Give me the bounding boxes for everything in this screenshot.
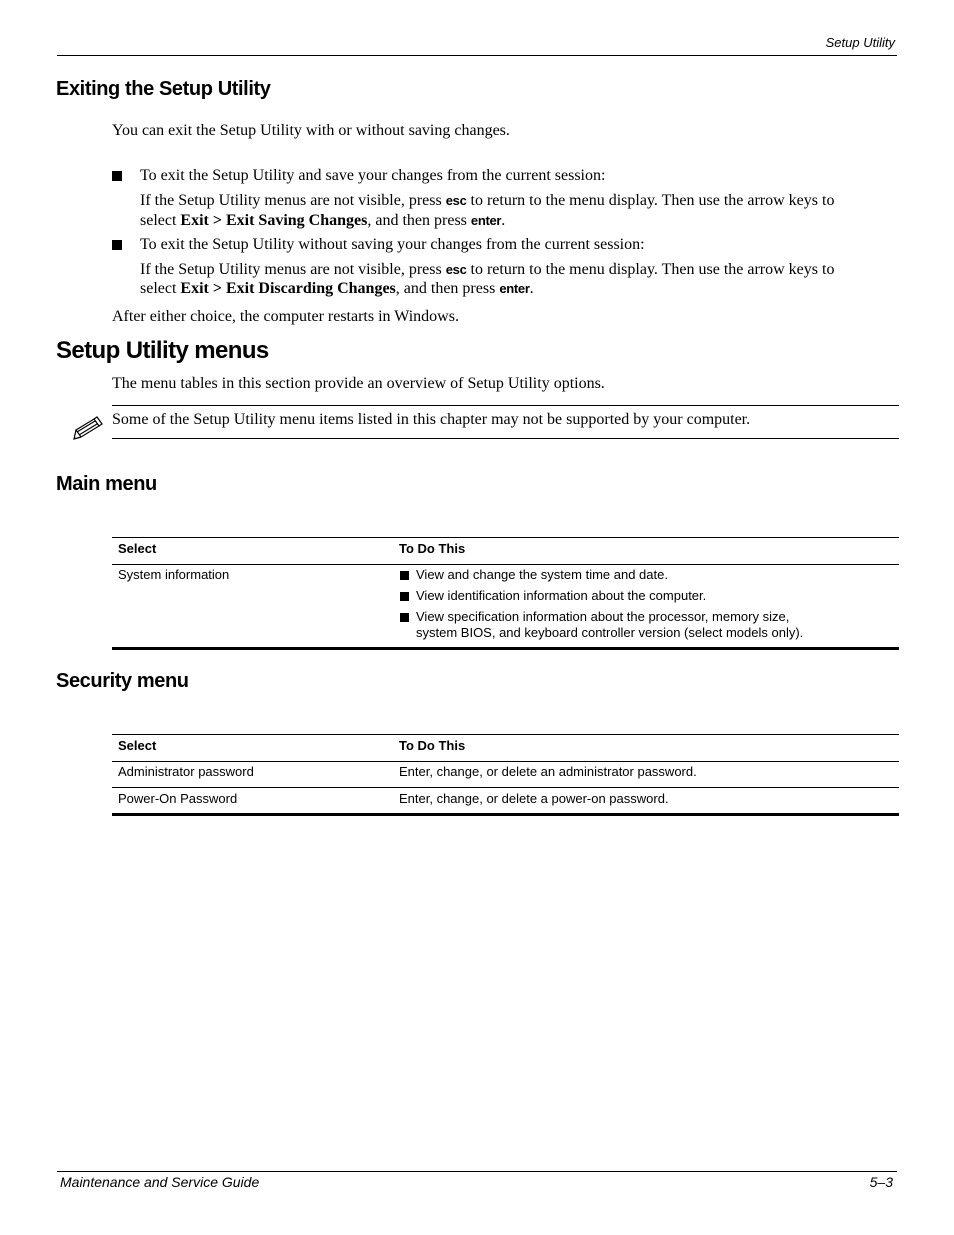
bullet-square-icon <box>112 171 122 181</box>
exit-discard-line2 <box>140 279 534 299</box>
bullet-square-icon <box>112 240 122 250</box>
bullet-square-icon <box>400 592 409 601</box>
exit-discard-lead: To exit the Setup Utility without saving your changes from the current session: <box>140 236 645 253</box>
list-item: View specification information about the processor, memory size, <box>416 609 790 624</box>
note-rule-top <box>112 405 899 406</box>
text-span: , and then press <box>367 212 471 229</box>
pencil-note-icon <box>72 414 106 444</box>
table-rule <box>112 787 899 788</box>
note-rule-bottom <box>112 438 899 439</box>
footer-page-number: 5–3 <box>869 1174 893 1190</box>
header-rule <box>57 55 897 56</box>
exiting-after: After either choice, the computer restarts in Windows. <box>112 308 459 325</box>
col-todo-header: To Do This <box>399 738 466 753</box>
table-row-select: Power-On Password <box>118 791 238 806</box>
list-item: View identification information about the computer. <box>416 588 707 603</box>
table-rule <box>112 647 899 650</box>
text-span: . <box>529 280 534 297</box>
footer-guide-title: Maintenance and Service Guide <box>60 1174 260 1190</box>
running-header: Setup Utility <box>825 35 895 50</box>
table-row-select: System information <box>118 567 230 582</box>
table-rule <box>112 734 899 735</box>
menus-intro: The menu tables in this section provide an overview of Setup Utility options. <box>112 375 605 392</box>
esc-key: esc <box>445 262 467 277</box>
text-span: . <box>501 212 506 229</box>
table-rule <box>112 813 899 816</box>
table-row-todo: Enter, change, or delete a power-on password. <box>399 791 669 806</box>
exit-save-lead: To exit the Setup Utility and save your changes from the current session: <box>140 167 606 184</box>
enter-key: enter <box>499 281 530 296</box>
text-span: select <box>140 212 181 229</box>
security-menu-heading: Security menu <box>56 670 189 692</box>
list-item-continued: system BIOS, and keyboard controller version (select models only). <box>416 625 804 640</box>
exiting-heading: Exiting the Setup Utility <box>56 78 271 100</box>
esc-key: esc <box>445 193 467 208</box>
table-row-todo: Enter, change, or delete an administrator password. <box>399 764 697 779</box>
exit-save-line1 <box>140 191 834 211</box>
list-item: View and change the system time and date. <box>416 567 668 582</box>
text-span: to return to the menu display. Then use the arrow keys to <box>466 192 835 209</box>
menu-path: Exit > Exit Discarding Changes <box>180 280 396 297</box>
text-span: If the Setup Utility menus are not visible, press <box>140 192 446 209</box>
text-span: select <box>140 280 181 297</box>
table-rule <box>112 564 899 565</box>
text-span: If the Setup Utility menus are not visible, press <box>140 261 446 278</box>
table-rule <box>112 761 899 762</box>
bullet-square-icon <box>400 613 409 622</box>
menus-heading: Setup Utility menus <box>56 337 269 364</box>
bullet-square-icon <box>400 571 409 580</box>
col-select-header: Select <box>118 738 157 753</box>
main-menu-table <box>112 537 899 653</box>
col-todo-header: To Do This <box>399 541 466 556</box>
menu-path: Exit > Exit Saving Changes <box>180 212 368 229</box>
main-menu-heading: Main menu <box>56 473 157 495</box>
exit-discard-line1 <box>140 260 834 280</box>
exiting-intro: You can exit the Setup Utility with or without saving changes. <box>112 122 510 139</box>
enter-key: enter <box>470 213 502 228</box>
note-text: Some of the Setup Utility menu items listed in this chapter may not be supported by your computer. <box>112 411 751 428</box>
footer-rule <box>57 1171 897 1172</box>
exit-save-line2 <box>140 211 505 231</box>
table-row-select: Administrator password <box>118 764 254 779</box>
text-span: , and then press <box>395 280 500 297</box>
col-select-header: Select <box>118 541 157 556</box>
text-span: to return to the menu display. Then use the arrow keys to <box>466 261 835 278</box>
security-menu-table <box>112 734 899 818</box>
table-rule <box>112 537 899 538</box>
